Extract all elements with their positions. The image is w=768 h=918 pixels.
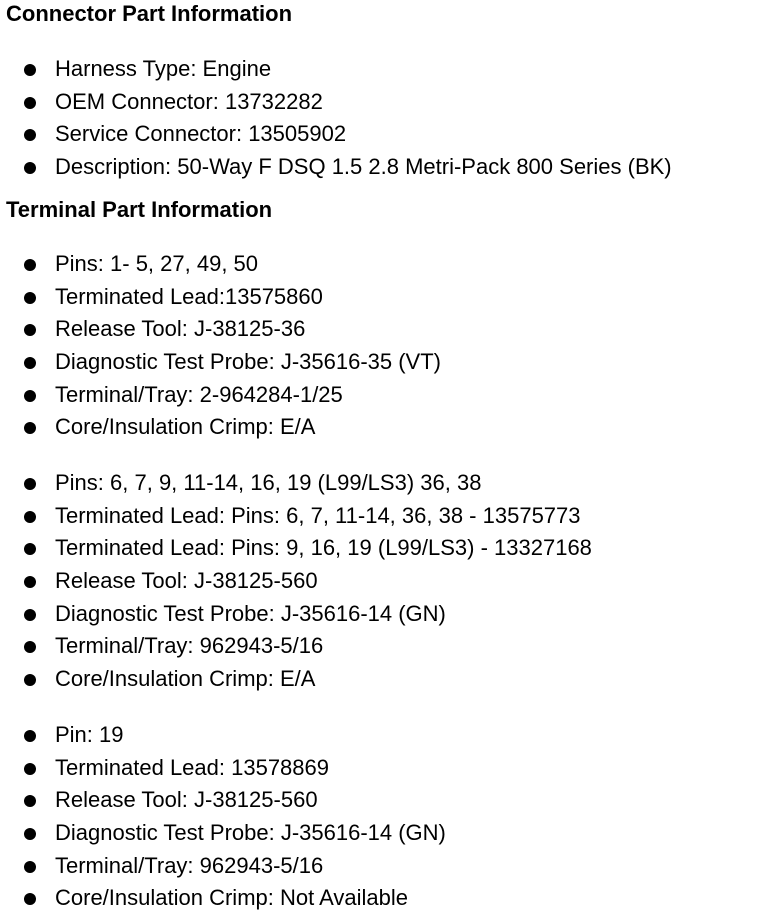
bullet-icon [24,357,36,369]
list-item-text: Description: 50-Way F DSQ 1.5 2.8 Metri-Pack 800 Series (BK) [55,154,672,180]
list-item [0,630,592,663]
list-item [0,248,441,281]
list-item [0,86,672,119]
bullet-icon [24,390,36,402]
bullet-icon [24,97,36,109]
list-item-text: Terminated Lead: Pins: 6, 7, 11-14, 36, 38 - 13575773 [55,502,581,528]
list-item-text: Service Connector: 13505902 [55,121,347,147]
list-item [0,467,592,500]
list-item [0,882,446,915]
list-item [0,118,672,151]
list-item [0,598,592,631]
list-item [0,53,672,86]
list-item-text: Terminal/Tray: 962943-5/16 [55,633,324,659]
connector-info-list [0,53,672,184]
bullet-icon [24,674,36,686]
terminal-group-3-list [0,719,446,915]
terminal-part-information-heading: Terminal Part Information [6,197,273,222]
list-item-text: Terminated Lead:13575860 [55,283,323,309]
bullet-icon [24,730,36,742]
terminal-group-1-list [0,248,441,444]
bullet-icon [24,861,36,873]
bullet-icon [24,795,36,807]
list-item-text: Diagnostic Test Probe: J-35616-14 (GN) [55,600,446,626]
list-item-text: Core/Insulation Crimp: E/A [55,666,316,692]
list-item [0,379,441,412]
list-item-text: Terminal/Tray: 962943-5/16 [55,852,324,878]
connector-part-information-heading: Connector Part Information [6,1,293,26]
list-item-text: Pins: 6, 7, 9, 11-14, 16, 19 (L99/LS3) 36, 38 [55,470,482,495]
bullet-icon [24,576,36,588]
list-item-text: Release Tool: J-38125-36 [55,316,306,342]
list-item [0,500,592,533]
list-item-text: Diagnostic Test Probe: J-35616-14 (GN) [55,820,446,846]
list-item [0,151,672,184]
bullet-icon [24,422,36,434]
list-item-text: Terminal/Tray: 2-964284-1/25 [55,381,343,407]
bullet-icon [24,511,36,523]
list-item-text: Harness Type: Engine [55,56,272,81]
list-item [0,346,441,379]
bullet-icon [24,162,36,174]
bullet-icon [24,259,36,271]
list-item-text: Terminated Lead: 13578869 [55,754,329,780]
list-item [0,752,446,785]
bullet-icon [24,609,36,621]
list-item [0,850,446,883]
list-item [0,313,441,346]
list-item [0,784,446,817]
list-item [0,532,592,565]
list-item [0,565,592,598]
bullet-icon [24,641,36,653]
list-item [0,817,446,850]
list-item-text: Terminated Lead: Pins: 9, 16, 19 (L99/LS3) - 13327168 [55,535,592,561]
list-item-text: Release Tool: J-38125-560 [55,787,318,813]
bullet-icon [24,129,36,141]
bullet-icon [24,763,36,775]
list-item-text: Pin: 19 [55,722,124,747]
terminal-group-2-list [0,467,592,696]
bullet-icon [24,64,36,76]
bullet-icon [24,828,36,840]
list-item-text: Core/Insulation Crimp: Not Available [55,885,408,911]
bullet-icon [24,893,36,905]
bullet-icon [24,324,36,336]
list-item [0,281,441,314]
list-item [0,663,592,696]
list-item [0,411,441,444]
bullet-icon [24,292,36,304]
list-item-text: Diagnostic Test Probe: J-35616-35 (VT) [55,349,441,375]
list-item [0,719,446,752]
bullet-icon [24,543,36,555]
list-item-text: Core/Insulation Crimp: E/A [55,414,316,440]
list-item-text: OEM Connector: 13732282 [55,88,323,114]
list-item-text: Release Tool: J-38125-560 [55,568,318,594]
list-item-text: Pins: 1- 5, 27, 49, 50 [55,251,259,276]
bullet-icon [24,478,36,490]
